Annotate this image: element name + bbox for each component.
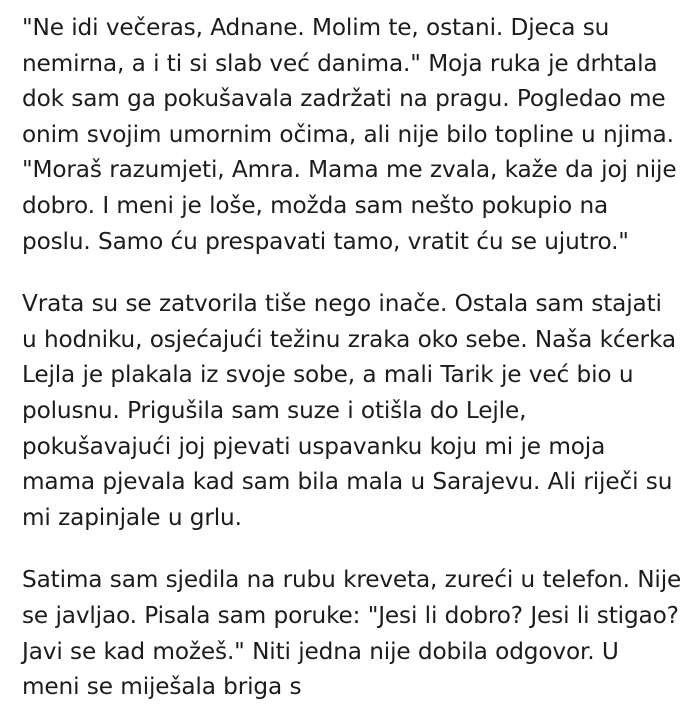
paragraph-3: Satima sam sjedila na rubu kreveta, zureći u telefon. Nije se javljao. Pisala sam poruke: "Jesi li dobro? Jesi li stigao? Javi se kad možeš." Niti jedna nije dobila odgovor. U meni se miješala briga s [22, 566, 682, 701]
paragraph-1: "Ne idi večeras, Adnane. Molim te, ostani. Djeca su nemirna, a i ti si slab već danima." Moja ruka je drhtala dok sam ga pokušavala zadržati na pragu. Pogledao me onim svojim umornim očima, ali nije bilo topline u njima. "Moraš razumjeti, Amra. Mama me zvala, kaže da joj nije dobro. I meni je loše, možda sam nešto pokupio na poslu. Samo ću prespavati tamo, vratit ću se ujutro." [22, 14, 677, 255]
story-text-body [22, 10, 682, 705]
paragraph-2: Vrata su se zatvorila tiše nego inače. Ostala sam stajati u hodniku, osjećajući težinu zraka oko sebe. Naša kćerka Lejla je plakala iz svoje sobe, a mali Tarik je već bio u polusnu. Prigušila sam suze i otišla do Lejle, pokušavajući joj pjevati uspavanku koju mi je moja mama pjevala kad sam bila mala u Sarajevu. Ali riječi su mi zapinjale u grlu. [22, 290, 676, 531]
